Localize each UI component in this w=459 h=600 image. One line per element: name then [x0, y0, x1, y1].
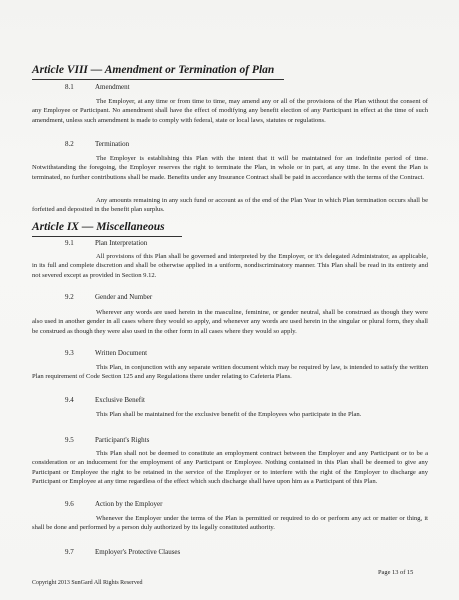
- section-number: 9.7: [65, 548, 74, 556]
- section-9-7-heading: [65, 548, 180, 556]
- section-9-6-text: Whenever the Employer under the terms of the Plan is permitted or required to do or perform any act or matter or thing, it shall be done and performed by a person duly authorized by its legally constituted authority.: [32, 515, 428, 532]
- section-title: Gender and Number: [95, 293, 153, 301]
- article-viii-underline: [32, 79, 284, 80]
- section-9-5-heading: [65, 436, 149, 444]
- article-ix-underline: [32, 236, 182, 237]
- section-title: Participant's Rights: [95, 436, 150, 444]
- section-number: 9.4: [65, 396, 74, 404]
- section-9-1-text: All provisions of this Plan shall be governed and interpreted by the Employer, or it's delegated Administrator, as applicable, in its full and complete discretion and shall be otherwise applied in a uniform, nondiscriminatory manner. This Plan shall be read in its entirety and not severed except as provided in Section 9.12.: [32, 253, 428, 279]
- section-number: 9.6: [65, 500, 74, 508]
- section-8-2-text: The Employer is establishing this Plan with the intent that it will be maintained for an indefinite period of time. Notwithstanding the foregoing, the Employer reserves the right to terminate the Plan, in whole or in part, at any time. In the event the Plan is terminated, no further contributions shall be made. Benefits under any Insurance Contract shall be paid in accordance with the terms of the Contract.: [32, 155, 428, 181]
- section-9-6-heading: [65, 500, 162, 508]
- section-number: 8.2: [65, 140, 74, 148]
- section-9-4-text: This Plan shall be maintained for the exclusive benefit of the Employees who participate in the Plan.: [96, 411, 362, 418]
- section-9-1-heading: [65, 239, 147, 247]
- article-ix-title: Article IX — Miscellaneous: [32, 221, 165, 233]
- section-9-3-heading: [65, 349, 147, 357]
- section-number: 9.3: [65, 349, 74, 357]
- section-9-2-heading: [65, 293, 152, 301]
- section-9-3-text: This Plan, in conjunction with any separate written document which may be required by law, is intended to satisfy the written Plan requirement of Code Section 125 and any Regulations there under relating to Cafeteria Plans.: [32, 364, 428, 381]
- section-8-1-text: The Employer, at any time or from time to time, may amend any or all of the provisions of the Plan without the consent of any Employee or Participant. No amendment shall have the effect of modifying any benefit election of any Participant in effect at the time of such amendment, unless such amendment is made to comply with federal, state or local laws, statutes or regulations.: [32, 98, 428, 124]
- section-number: 9.5: [65, 436, 74, 444]
- section-8-1-heading: [65, 83, 130, 91]
- page-number: Page 13 of 15: [378, 569, 414, 576]
- section-9-4-heading: [65, 396, 145, 404]
- section-title: Amendment: [95, 83, 130, 91]
- section-title: Action by the Employer: [95, 500, 163, 508]
- section-title: Exclusive Benefit: [95, 396, 145, 404]
- section-number: 9.2: [65, 293, 74, 301]
- section-title: Plan Interpretation: [95, 239, 148, 247]
- section-title: Employer's Protective Clauses: [95, 548, 181, 556]
- section-number: 8.1: [65, 83, 74, 91]
- section-8-2-heading: [65, 140, 129, 148]
- section-number: 9.1: [65, 239, 74, 247]
- section-title: Termination: [95, 140, 130, 148]
- section-title: Written Document: [95, 349, 148, 357]
- section-8-2-text-2: Any amounts remaining in any such fund or account as of the end of the Plan Year in which Plan termination occurs shall be forfeited and deposited in the benefit plan surplus.: [32, 197, 428, 214]
- section-9-5-text: This Plan shall not be deemed to constitute an employment contract between the Employer and any Participant or to be a consideration or an inducement for the employment of any Participant or Employee. Nothing contained in this Plan shall be deemed to give any Participant or Employee the right to be retained in the service of the Employer or to interfere with the right of the Employer to discharge any Participant or Employee at any time regardless of the effect which such discharge shall have upon him as a Participant of this Plan.: [32, 450, 428, 485]
- article-viii-title: Article VIII — Amendment or Termination of Plan: [32, 64, 275, 76]
- section-9-2-text: Wherever any words are used herein in the masculine, feminine, or gender neutral, shall be construed as though they were also used in another gender in all cases where they would so apply, and whenever any words are used herein in the singular or plural form, they shall be construed as though they were also used in the other form in all cases where they would so apply.: [32, 309, 428, 335]
- copyright-notice: Copyright 2013 SunGard All Rights Reserved: [32, 580, 143, 586]
